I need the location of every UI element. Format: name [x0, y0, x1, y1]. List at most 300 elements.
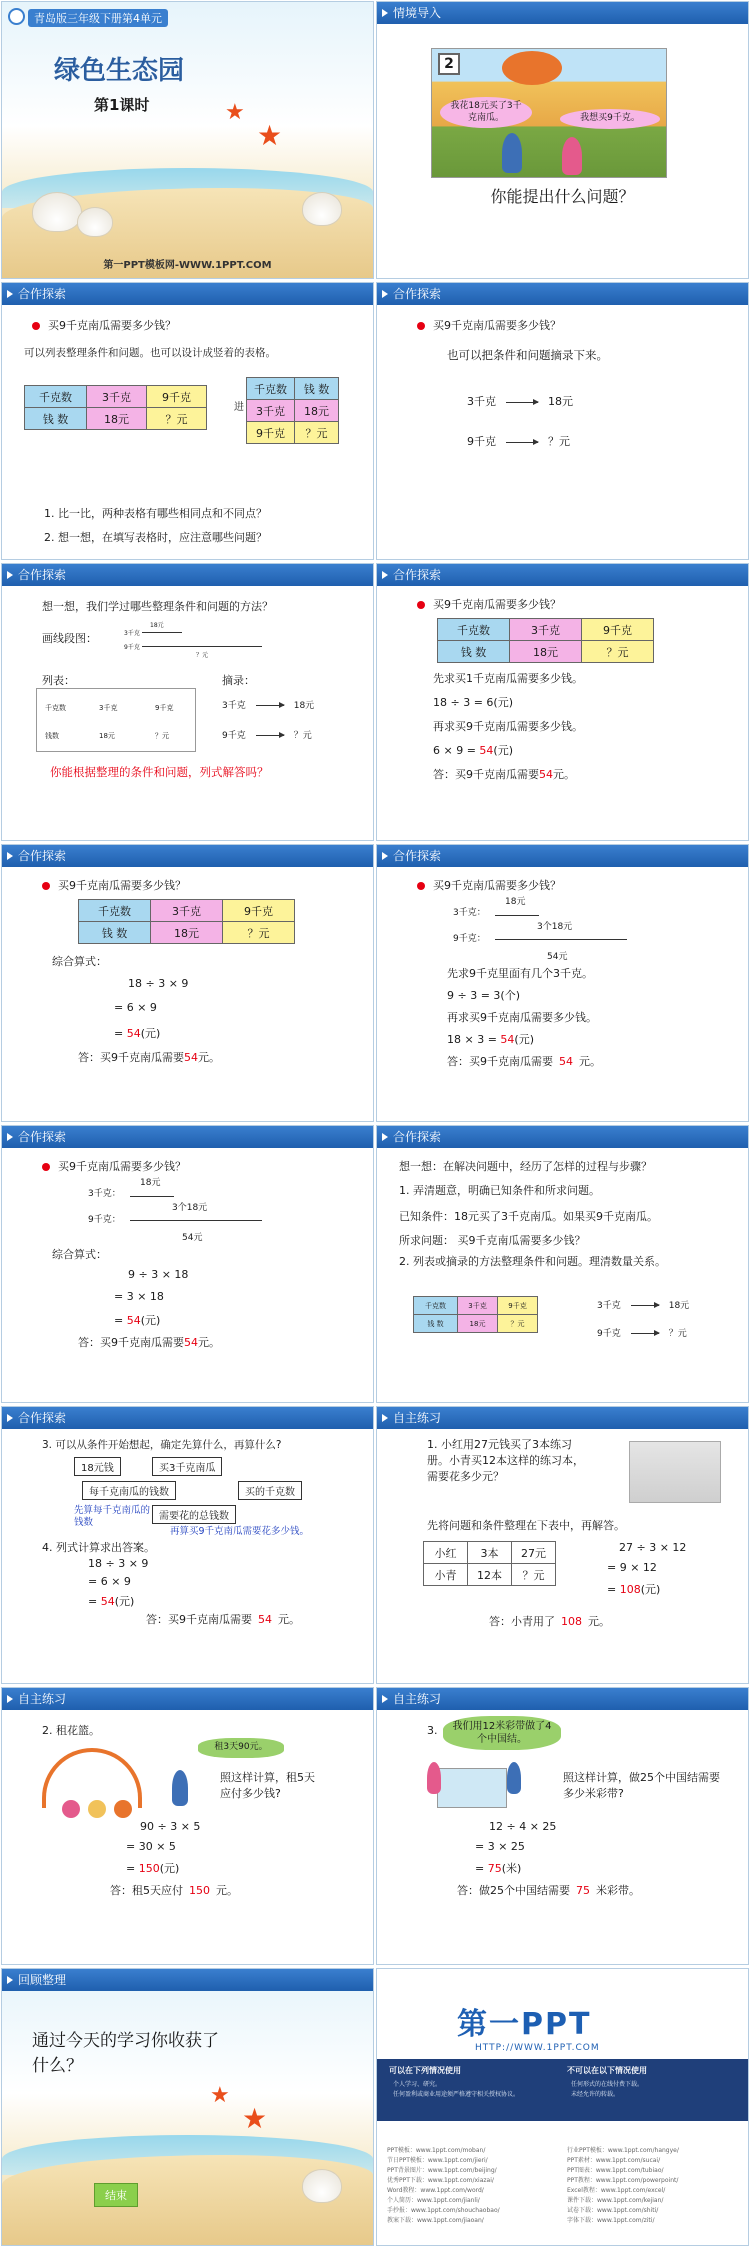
expr-result: 150: [138, 1862, 160, 1875]
forbidden-line: 任何形式的在线付费下载。: [571, 2081, 644, 2088]
link-item[interactable]: 手抄报：www.1ppt.com/shouchaobao/: [387, 2207, 500, 2214]
answer-value: 150: [189, 1884, 210, 1897]
step-3: 3. 可以从条件开始想起，确定先算什么，再算什么?: [42, 1439, 282, 1451]
slide-body: [2, 586, 373, 841]
table-cell: 3千克: [510, 619, 582, 641]
step-2-calc: [433, 742, 513, 758]
slide-body: [2, 1148, 373, 1403]
slide-explore-8[interactable]: [376, 1125, 749, 1403]
end-button[interactable]: 结束: [94, 2183, 138, 2207]
answer-value: 75: [576, 1884, 590, 1897]
expr-result: 54: [126, 1027, 141, 1040]
pumpkin-icon: [502, 51, 562, 85]
asked-question: 所求问题： 买9千克南瓜需要多少钱？: [399, 1234, 586, 1247]
step-2: 再求买9千克南瓜需要多少钱。: [433, 720, 583, 733]
person-figure: [172, 1770, 188, 1806]
table-cell: 3本: [468, 1542, 512, 1564]
answer-line: [447, 1053, 601, 1069]
slide-body: [377, 1148, 748, 1403]
segment-9kg-label: 9千克：: [453, 934, 486, 944]
table-cell: 钱 数: [79, 922, 151, 944]
answer-line: [457, 1882, 640, 1898]
link-item[interactable]: 行业PPT模板：www.1ppt.com/hangye/: [567, 2147, 679, 2154]
link-item[interactable]: PPT素材：www.1ppt.com/sucai/: [567, 2157, 661, 2164]
table-cell: 小红: [424, 1542, 468, 1564]
combined-label: 综合算式：: [52, 955, 107, 968]
excerpt-price: 18元: [293, 701, 315, 711]
method-question: 想一想，我们学过哪些整理条件和问题的方法？: [42, 600, 273, 613]
slide-explore-7[interactable]: [1, 1125, 374, 1403]
starfish-icon: ★: [257, 119, 283, 152]
intro-text: 可以列表整理条件和问题。也可以设计成竖着的表格。: [24, 347, 276, 359]
slide-body: [2, 1710, 373, 1965]
slide-review[interactable]: [1, 1968, 374, 2246]
starfish-icon: ★: [225, 100, 245, 125]
expr-unit: (元): [140, 1027, 161, 1040]
link-item[interactable]: 节日PPT模板：www.1ppt.com/jieri/: [387, 2157, 488, 2164]
answer-value: 54: [184, 1336, 198, 1349]
slide-body: [377, 867, 748, 1122]
answer-unit: 米彩带。: [596, 1884, 640, 1897]
slide-cover[interactable]: [1, 1, 374, 279]
data-table: [423, 1541, 556, 1586]
slide-practice-3[interactable]: [376, 1687, 749, 1965]
badge-icon: [8, 8, 25, 25]
table-cell: 3千克: [247, 400, 295, 422]
excerpt-weight: 9千克: [467, 435, 496, 448]
answer-line: [78, 1334, 220, 1350]
allowed-line: 个人学习、研究。: [393, 2081, 442, 2088]
table-cell: 钱 数: [414, 1315, 458, 1333]
problem-question: 照这样计算，租5天应付多少钱?: [220, 1771, 315, 1800]
list-cell: 18元: [99, 732, 115, 740]
cover-title: 绿色生态园: [54, 56, 185, 86]
expr-text: =: [126, 1862, 139, 1875]
brand-url[interactable]: HTTP://WWW.1PPT.COM: [475, 2043, 600, 2053]
question-line: [417, 877, 561, 893]
arrow-text: 进: [234, 402, 244, 413]
known-conditions: 已知条件：18元买了3千克南瓜。如果买9千克南瓜。: [399, 1210, 658, 1223]
list-cell: ？元: [155, 732, 169, 740]
expr-1: 90 ÷ 3 × 5: [140, 1820, 201, 1833]
expr-unit: (米): [501, 1862, 522, 1875]
problem-number: 3.: [427, 1724, 438, 1737]
segment-label-54: 54元: [547, 952, 568, 962]
table-cell: 18元: [151, 922, 223, 944]
shell-icon: [77, 207, 113, 237]
red-prompt: 你能根据整理的条件和问题，列式解答吗？: [50, 765, 269, 779]
slide-header: 自主练习: [377, 1407, 748, 1429]
question-line: [42, 1158, 186, 1174]
expr-2: = 30 × 5: [126, 1840, 176, 1853]
excerpt-price: ？元: [548, 435, 570, 448]
expr-text: =: [114, 1314, 127, 1327]
step-2-calc: [447, 1031, 534, 1047]
slide-header: 自主练习: [377, 1688, 748, 1710]
answer-unit: 元。: [216, 1884, 238, 1897]
segment-label-18: 18元: [505, 897, 526, 907]
answer-unit: 元。: [579, 1055, 601, 1068]
bullet-icon: [417, 882, 425, 890]
link-item[interactable]: PPT图表：www.1ppt.com/tubiao/: [567, 2167, 664, 2174]
answer-value: 108: [561, 1615, 582, 1628]
slide-body: [377, 1429, 748, 1684]
link-item[interactable]: 字体下载：www.1ppt.com/ziti/: [567, 2217, 655, 2224]
question-line: [417, 317, 561, 333]
slide-header: 合作探索: [2, 1126, 373, 1148]
arrow-icon: [256, 705, 284, 706]
question-text: 买9千克南瓜需要多少钱？: [433, 879, 561, 892]
bullet-icon: [32, 322, 40, 330]
question-text: 买9千克南瓜需要多少钱？: [433, 598, 561, 611]
bullet-icon: [42, 1163, 50, 1171]
question-line: [32, 317, 176, 333]
list-cell: 千克数: [45, 704, 66, 712]
allowed-line: 任何盈利或商业用途须严格遵守相关授权协议。: [393, 2091, 520, 2098]
step-4: 4. 列式计算求出答案。: [42, 1541, 155, 1554]
excerpt-weight: 9千克: [222, 731, 246, 741]
think-question: 2. 想一想，在填写表格时，应注意哪些问题？: [44, 531, 267, 544]
answer-line: [146, 1611, 300, 1627]
cover-tag: 青岛版三年级下册第4单元: [28, 9, 168, 27]
answer-text: 答：买9千克南瓜需要: [433, 768, 539, 781]
expr-1: 9 ÷ 3 × 18: [128, 1268, 189, 1281]
flow-box-total: 需要花的总钱数: [152, 1505, 236, 1524]
slide-explore-1[interactable]: [1, 282, 374, 560]
link-item[interactable]: PPT背景图片：www.1ppt.com/beijing/: [387, 2167, 497, 2174]
expr-1: 18 ÷ 3 × 9: [88, 1557, 149, 1570]
slide-intro[interactable]: [376, 1, 749, 279]
step-1: 先求9千克里面有几个3千克。: [447, 967, 593, 980]
vertical-table: [246, 377, 339, 444]
list-cell: 3千克: [99, 704, 118, 712]
problem-title: 2. 租花篮。: [42, 1724, 100, 1737]
link-item[interactable]: Word教程：www.1ppt.com/word/: [387, 2187, 484, 2194]
answer-value: 54: [258, 1613, 272, 1626]
flow-box-weight: 买3千克南瓜: [152, 1457, 222, 1476]
calc-unit: (元): [514, 1033, 535, 1046]
expr-2: = 9 × 12: [607, 1561, 657, 1574]
step-2: 再求买9千克南瓜需要多少钱。: [447, 1011, 597, 1024]
speech-bubble-left: 我花18元买了3千克南瓜。: [440, 97, 532, 128]
diagram-segment: [142, 646, 262, 647]
calc-text: 18 × 3 =: [447, 1033, 501, 1046]
slide-header: 合作探索: [377, 1126, 748, 1148]
slide-explore-3[interactable]: [1, 563, 374, 841]
excerpt-weight: 3千克: [467, 395, 496, 408]
table-cell: ？元: [147, 408, 207, 430]
forbidden-title: 不可以在以下情况使用: [567, 2066, 647, 2075]
table-cell: 9千克: [582, 619, 654, 641]
segment-label-18: 18元: [140, 1178, 161, 1188]
excerpt-row: [597, 1298, 689, 1311]
slide-header: 合作探索: [377, 845, 748, 867]
segment-9kg: [130, 1220, 262, 1221]
flow-box-buy-weight: 买的千克数: [238, 1481, 302, 1500]
slide-body: [377, 1710, 748, 1965]
segment-3kg: [130, 1196, 174, 1197]
excerpt-price: ？元: [293, 731, 312, 741]
question-line: [417, 596, 561, 612]
expr-result: 108: [619, 1583, 641, 1596]
slide-body: [2, 867, 373, 1122]
table-cell: 18元: [510, 641, 582, 663]
slide-header: 合作探索: [2, 283, 373, 305]
flow-box-unit-price: 每千克南瓜的钱数: [82, 1481, 176, 1500]
link-item[interactable]: 优秀PPT下载：www.1ppt.com/xiazai/: [387, 2177, 494, 2184]
table-cell: 钱 数: [25, 408, 87, 430]
excerpt-weight: 3千克: [222, 701, 246, 711]
arrow-icon: [256, 735, 284, 736]
expr-text: =: [475, 1862, 488, 1875]
step-1: 1. 弄清题意，明确已知条件和所求问题。: [399, 1184, 600, 1197]
excerpt-row: [222, 698, 314, 711]
table-cell: 18元: [295, 400, 339, 422]
answer-text: 答：租5天应付: [110, 1884, 183, 1897]
answer-text: 答：小青用了: [489, 1615, 555, 1628]
expr-3: [114, 1312, 160, 1328]
expr-2: = 6 × 9: [114, 1001, 157, 1014]
link-item[interactable]: 试卷下载：www.1ppt.com/shiti/: [567, 2207, 659, 2214]
slide-explore-2[interactable]: [376, 282, 749, 560]
answer-value: 54: [184, 1051, 198, 1064]
flower-basket-icon: [62, 1800, 80, 1818]
list-table-box: [36, 688, 196, 752]
bullet-icon: [42, 882, 50, 890]
link-item[interactable]: PPT教程：www.1ppt.com/powerpoint/: [567, 2177, 679, 2184]
table-cell: 千克数: [414, 1297, 458, 1315]
starfish-icon: ★: [210, 2083, 230, 2108]
speech-bubble: 租3天90元。: [198, 1738, 284, 1758]
expr-1: 18 ÷ 3 × 9: [128, 977, 189, 990]
table-cell: 9千克: [247, 422, 295, 444]
arrow-icon: [506, 442, 538, 443]
question-text: 买9千克南瓜需要多少钱？: [48, 319, 176, 332]
arrow-icon: [631, 1333, 659, 1334]
excerpt-intro: 也可以把条件和问题摘录下来。: [447, 348, 608, 362]
step-2: 2. 列表或摘录的方法整理条件和问题。理清数量关系。: [399, 1255, 666, 1268]
slide-body: [2, 1429, 373, 1684]
slide-header: 合作探索: [2, 564, 373, 586]
table-cell: 钱 数: [295, 378, 339, 400]
excerpt-weight: 3千克: [597, 1301, 621, 1311]
table-cell: 27元: [512, 1542, 556, 1564]
speech-bubble-right: 我想买9千克。: [560, 109, 660, 129]
data-table: [78, 899, 295, 944]
data-table: [437, 618, 654, 663]
step-1-calc: 18 ÷ 3 = 6(元): [433, 696, 513, 709]
answer-value: 54: [559, 1055, 573, 1068]
table-cell: 千克数: [25, 386, 87, 408]
answer-unit: 元。: [553, 768, 575, 781]
problem-text: 1. 小红用27元钱买了3本练习册。小青买12本这样的练习本，需要花多少元？: [427, 1438, 584, 1483]
slide-explore-5[interactable]: [1, 844, 374, 1122]
segment-9kg-label: 9千克：: [88, 1215, 121, 1225]
step-1: 先求买1千克南瓜需要多少钱。: [433, 672, 583, 685]
expr-unit: (元): [640, 1583, 661, 1596]
expr-result: 75: [487, 1862, 502, 1875]
segment-label-54: 54元: [182, 1233, 203, 1243]
combined-label: 综合算式：: [52, 1248, 107, 1261]
answer-text: 答：买9千克南瓜需要: [447, 1055, 553, 1068]
cover-lesson: 第1课时: [94, 96, 150, 114]
question-text: 买9千克南瓜需要多少钱？: [58, 879, 186, 892]
slide-practice-2[interactable]: [1, 1687, 374, 1965]
person-figure: [507, 1762, 521, 1794]
table-cell: 18元: [87, 408, 147, 430]
market-scene-image: [431, 48, 667, 178]
horizontal-table: [24, 385, 207, 430]
shell-icon: [302, 192, 342, 226]
expr-3: [475, 1860, 521, 1876]
segment-label-3x18: 3个18元: [172, 1203, 208, 1213]
answer-unit: 元。: [198, 1051, 220, 1064]
segment-3kg-label: 3千克：: [453, 908, 486, 918]
link-item[interactable]: PPT模板：www.1ppt.com/moban/: [387, 2147, 486, 2154]
segment-3kg-label: 3千克：: [88, 1189, 121, 1199]
compare-question: 1. 比一比，两种表格有哪些相同点和不同点？: [44, 507, 267, 520]
shell-icon: [302, 2169, 342, 2203]
instruction-text: 先将问题和条件整理在下表中，再解答。: [427, 1519, 625, 1532]
table-cell: ？元: [295, 422, 339, 444]
data-table: [413, 1296, 538, 1333]
arrow-icon: [631, 1305, 659, 1306]
excerpt-weight: 9千克: [597, 1329, 621, 1339]
starfish-icon: ★: [242, 2102, 268, 2135]
slide-body: [377, 24, 748, 279]
calc-text: 6 × 9 =: [433, 744, 480, 757]
diagram-small-3: 3千克: [124, 630, 140, 637]
slide-explore-4[interactable]: [376, 563, 749, 841]
speech-bubble: 我们用12米彩带做了4个中国结。: [443, 1716, 561, 1750]
slide-body: [377, 586, 748, 841]
table-cell: ？元: [582, 641, 654, 663]
slide-header: 回顾整理: [2, 1969, 373, 1991]
table-cell: 3千克: [458, 1297, 498, 1315]
diagram-small-9: 9千克: [124, 644, 140, 651]
calc-result: 54: [500, 1033, 515, 1046]
expr-2: = 3 × 25: [475, 1840, 525, 1853]
link-item[interactable]: Excel教程：www.1ppt.com/excel/: [567, 2187, 666, 2194]
shell-icon: [32, 192, 82, 232]
problem-question: 照这样计算，做25个中国结需要多少米彩带?: [563, 1771, 720, 1800]
answer-line: [78, 1049, 220, 1065]
expr-3: [114, 1025, 160, 1041]
slide-header: 情境导入: [377, 2, 748, 24]
boy-figure: [502, 133, 522, 173]
answer-unit: 元。: [588, 1615, 610, 1628]
excerpt-price: 18元: [668, 1301, 690, 1311]
answer-line: [489, 1613, 610, 1629]
list-cell: 9千克: [155, 704, 174, 712]
expr-3: [126, 1860, 179, 1876]
expr-unit: (元): [159, 1862, 180, 1875]
answer-text: 答：做25个中国结需要: [457, 1884, 570, 1897]
expr-text: =: [88, 1595, 101, 1608]
answer-text: 答：买9千克南瓜需要: [78, 1336, 184, 1349]
table-cell: 3千克: [151, 900, 223, 922]
bullet-icon: [417, 601, 425, 609]
list-cell: 钱数: [45, 732, 59, 740]
step-1-calc: 9 ÷ 3 = 3(个): [447, 989, 520, 1002]
expr-result: 54: [100, 1595, 115, 1608]
calc-result: 54: [479, 744, 494, 757]
expr-unit: (元): [140, 1314, 161, 1327]
table-cell: 千克数: [247, 378, 295, 400]
expr-text: =: [114, 1027, 127, 1040]
cover-footer: 第一PPT模板网-WWW.1PPT.COM: [103, 260, 272, 271]
note-second: 再算买9千克南瓜需要花多少钱。: [170, 1526, 310, 1537]
table-cell: 12本: [468, 1564, 512, 1586]
segment-label-3x18: 3个18元: [537, 922, 573, 932]
line-diagram-label: 画线段图：: [42, 632, 97, 645]
table-cell: 9千克: [223, 900, 295, 922]
link-item[interactable]: 个人简历：www.1ppt.com/jianli/: [387, 2197, 480, 2204]
slide-header: 合作探索: [2, 1407, 373, 1429]
question-text: 买9千克南瓜需要多少钱？: [58, 1160, 186, 1173]
answer-text: 答：买9千克南瓜需要: [146, 1613, 252, 1626]
table-cell: 千克数: [438, 619, 510, 641]
girl-figure: [562, 137, 582, 175]
table-cell: ？元: [223, 922, 295, 944]
list-label: 列表：: [42, 674, 75, 687]
excerpt-price: 18元: [548, 395, 573, 408]
expr-1: 12 ÷ 4 × 25: [489, 1820, 557, 1833]
question-text: 买9千克南瓜需要多少钱？: [433, 319, 561, 332]
slide-explore-9[interactable]: [1, 1406, 374, 1684]
diagram-segment: [142, 632, 182, 633]
excerpt-row: [467, 433, 570, 449]
slide-header: 合作探索: [377, 564, 748, 586]
forbidden-line: 未经允许的转载。: [571, 2091, 620, 2098]
table-cell: 钱 数: [438, 641, 510, 663]
excerpt-row: [222, 728, 312, 741]
table-cell: 3千克: [87, 386, 147, 408]
answer-unit: 元。: [278, 1613, 300, 1626]
link-item[interactable]: 课件下载：www.1ppt.com/kejian/: [567, 2197, 664, 2204]
intro-question: 你能提出什么问题？: [490, 187, 635, 206]
scene-number: 2: [438, 53, 460, 75]
table-cell: ？元: [498, 1315, 538, 1333]
diagram-small-18: 18元: [150, 622, 164, 629]
excerpt-price: ？元: [668, 1329, 687, 1339]
arrow-icon: [506, 402, 538, 403]
bookshelf-image: [629, 1441, 721, 1503]
slide-brand[interactable]: [376, 1968, 749, 2246]
slide-explore-6[interactable]: [376, 844, 749, 1122]
expr-2: = 6 × 9: [88, 1575, 131, 1588]
calc-unit: (元): [493, 744, 514, 757]
slide-header: 合作探索: [377, 283, 748, 305]
bullet-icon: [417, 322, 425, 330]
link-item[interactable]: 教案下载：www.1ppt.com/jiaoan/: [387, 2217, 484, 2224]
table-cell: 9千克: [498, 1297, 538, 1315]
reflection-question: 想一想：在解决问题中，经历了怎样的过程与步骤？: [399, 1160, 652, 1173]
flower-basket-icon: [114, 1800, 132, 1818]
expr-text: =: [607, 1583, 620, 1596]
slide-header: 合作探索: [2, 845, 373, 867]
expr-result: 54: [126, 1314, 141, 1327]
table-cell: ？元: [512, 1564, 556, 1586]
slide-practice-1[interactable]: [376, 1406, 749, 1684]
question-line: [42, 877, 186, 893]
answer-line: [110, 1882, 238, 1898]
diagram-small-q: ？元: [196, 652, 209, 659]
review-question: 通过今天的学习你收获了什么？: [32, 2031, 219, 2076]
excerpt-row: [467, 393, 573, 409]
brand-logo: 第一PPT: [457, 2007, 592, 2042]
answer-unit: 元。: [198, 1336, 220, 1349]
